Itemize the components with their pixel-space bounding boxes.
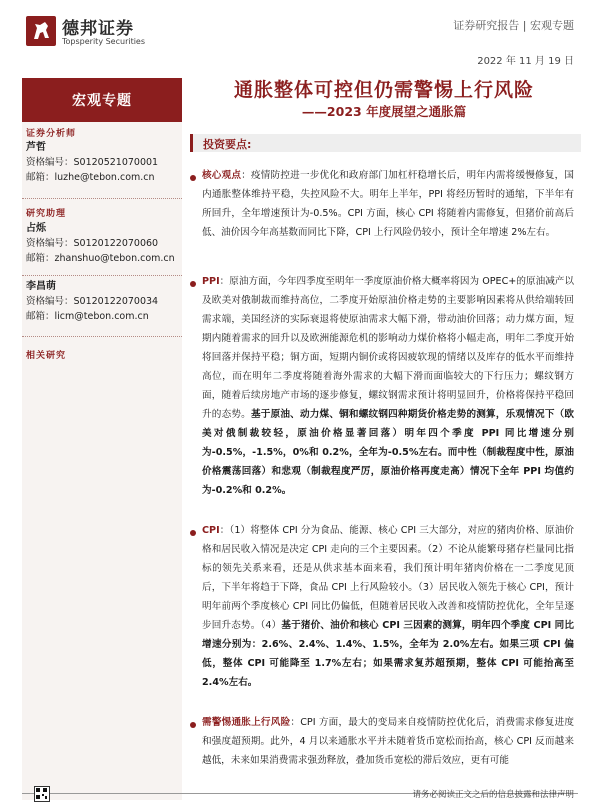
point-text: （1）将整体 CPI 分为食品、能源、核心 CPI 三大部分，对应的猪肉价格、原油价格和居民收入情况是决定 CPI 走向的三个主要因素。（2）不论从能繁母猪存栏量同比指标的领先关系来看，还是从供求基本面来看，我们预计明年猪肉价格在一二季度见顶后，下半年将趋于下降，食品 CPI 上行风险较小。（3）居民收入领先于核心 CPI，预计明年前两个季度核心 CPI 同比仍偏低，但随着居民收入改善和疫情防控优化，全年呈逐步回升态势。（4） [202,525,575,631]
bullet-icon [190,722,196,728]
point-text: 疫情防控进一步优化和政府部门加杠杆稳增长后，明年内需将缓慢修复，国内通胀整体维持平稳，失控风险不大。明年上半年，PPI 将经历暂时的通缩，下半年有所回升，全年增速预计为-0.5%。CPI 方面，核心 CPI 将随着内需修复，但猪价前高后低、油价因今年高基数而同比下降，CPI 上行风险仍较小，预计全年增速 2%左右。 [202,170,575,238]
summary-header [190,134,581,152]
report-title [190,78,578,126]
bullet-icon [190,530,196,536]
report-category-tag: 宏观专题 [22,78,182,122]
related-research-title: 相关研究 [26,351,67,361]
divider [22,198,182,199]
brand-name: 德邦证券 [62,19,134,39]
analyst-name: 芦哲 [26,142,46,153]
brand-logo [26,16,56,46]
point-text: CPI 方面，最大的变局来自疫情防控优化后，消费需求修复进度和强度超预期。此外，4 月以来通胀水平并未随着货币宽松而抬高，核心 CPI 反而越来越低，未来如果消费需求强劲释放，叠加货币宽松的滞后效应，更有可能 [202,717,574,766]
summary-label: 投资要点: [203,138,252,151]
assistant-cert: 资格编号：S0120122070034 [26,296,159,307]
logo-horse-icon [26,16,56,46]
point-label: PPI [202,276,220,287]
point-ppi: PPI：原油方面，今年四季度至明年一季度原油价格大概率将因为 OPEC+的原油减产以及欧美对俄制裁而维持高位，二季度开始原油价格走势的主要影响因素将从供给端转回需求端，美国经济的实际衰退将使原油需求大幅下滑，带动油价回落；动力煤方面，短期内随着需求的回升以及欧洲能源危机的影响动力煤价格将小幅走高，明年二季度开始将回落并保持平稳；铜方面，短期内铜价或将因疲软现的情绪以及库存的低水平而维持高位，而在明年二季度将随着海外需求的大幅下滑而面临较大的下行压力；螺纹钢方面，随着后续房地产市场的逐步修复，螺纹钢需求预计将明显回升，价格将保持平稳回升的态势。基于原油、动力煤、铜和螺纹钢四种期货价格走势的测算，乐观情况下（欧美对俄制裁较轻，原油价格显著回落）明年四个季度 PPI 同比增速分别为-0.5%，-1.5%，0%和 0.2%，全年为-0.5%左右。而中性（制裁程度中性，原油价格震荡回落）和悲观（制裁程度严厉，原油价格再度走高）情况下全年 PPI 均值约为-0.2%和 0.2%。 [202,276,575,496]
point-label: 核心观点 [202,170,242,181]
point-text: 原油方面，今年四季度至明年一季度原油价格大概率将因为 OPEC+的原油减产以及欧美对俄制裁而维持高位，二季度开始原油价格走势的主要影响因素将从供给端转回需求端，美国经济的实际衰退将使原油需求大幅下滑，带动油价回落；动力煤方面，短期内随着需求的回升以及欧洲能源危机的影响动力煤价格将小幅走高，明年二季度开始将回落并保持平稳；铜方面，短期内铜价或将因疲软现的情绪以及库存的低水平而维持高位，而在明年二季度将随着海外需求的大幅下滑而面临较大的下行压力；螺纹钢方面，随着后续房地产市场的逐步修复，螺纹钢需求预计将明显回升，价格将保持平稳回升的态势。 [202,276,575,420]
brand-name-en: Topsperity Securities [62,37,146,46]
point-cpi: CPI：（1）将整体 CPI 分为食品、能源、核心 CPI 三大部分，对应的猪肉价格、原油价格和居民收入情况是决定 CPI 走向的三个主要因素。（2）不论从能繁母猪存栏量同比指标的领先关系来看，还是从供求基本面来看，我们预计明年猪肉价格在一二季度见顶后，下半年将趋于下降，食品 CPI 上行风险较小。（3）居民收入领先于核心 CPI，预计明年前两个季度核心 CPI 同比仍偏低，但随着居民收入改善和疫情防控优化，全年呈逐步回升态势。（4）基于猪价、油价和核心 CPI 三因素的测算，明年四个季度 CPI 同比增速分别为：2.6%、2.4%、1.4%、1.5%，全年为 2.0%左右。如果三项 CPI 偏低，整体 CPI 可能降至 1.7%左右；如果需求复苏超预期，整体 CPI 可能抬高至 2.4%左右。 [202,525,575,688]
divider [22,336,182,337]
assistant-card [26,279,158,324]
title-main: 通胀整体可控但仍需警惕上行风险 [233,79,534,101]
sidebar [22,78,182,800]
point-bold-text: 基于猪价、油价和核心 CPI 三因素的测算，明年四个季度 CPI 同比增速分别为：2.6%、2.4%、1.4%、1.5%，全年为 2.0%左右。如果三项 CPI 偏低，整体 CPI 可能降至 1.7%左右；如果需求复苏超预期，整体 CPI 可能抬高至 2.4%左右。 [202,620,574,688]
report-type: 证券研究报告 | 宏观专题 [453,19,574,32]
point-bold-text: 基于原油、动力煤、铜和螺纹钢四种期货价格走势的测算，乐观情况下（欧美对俄制裁较轻，原油价格显著回落）明年四个季度 PPI 同比增速分别为-0.5%，-1.5%，0%和 0.2%，全年为-0.5%左右。而中性（制裁程度中性，原油价格震荡回落）和悲观（制裁程度严厉，原油价格再度走高）情况下全年 PPI 均值约为-0.2%和 0.2%。 [202,409,575,496]
assistant-email[interactable]: 邮箱：licm@tebon.com.cn [26,311,149,322]
point-label: 需警惕通胀上行风险 [202,717,291,728]
analyst-cert: 资格编号：S0120521070001 [26,157,159,168]
title-sub: ——2023 年度展望之通胀篇 [301,104,467,119]
point-upside-risk: 需警惕通胀上行风险：CPI 方面，最大的变局来自疫情防控优化后，消费需求修复进度和强度超预期。此外，4 月以来通胀水平并未随着货币宽松而抬高，核心 CPI 反而越来越低，未来如果消费需求强劲释放，叠加货币宽松的滞后效应，更有可能 [202,717,574,766]
bullet-icon [190,175,196,181]
analyst-card [26,140,158,185]
page-header [0,0,600,68]
assistant-section-title: 研究助理 [26,209,67,219]
divider [22,275,182,276]
assistant-email[interactable]: 邮箱：zhanshuo@tebon.com.cn [26,253,175,264]
point-label: CPI [202,525,220,536]
assistant-cert: 资格编号：S0120122070060 [26,238,159,249]
report-date: 2022 年 11 月 19 日 [477,56,574,67]
bullet-icon [190,281,196,287]
assistant-card [26,221,175,266]
assistant-name: 李昌萌 [26,281,56,292]
point-core-view: 核心观点：疫情防控进一步优化和政府部门加杠杆稳增长后，明年内需将缓慢修复，国内通胀整体维持平稳，失控风险不大。明年上半年，PPI 将经历暂时的通缩，下半年有所回升，全年增速预计为-0.5%。CPI 方面，核心 CPI 将随着内需修复，但猪价前高后低、油价因今年高基数而同比下降，CPI 上行风险仍较小，预计全年增速 2%左右。 [202,170,575,238]
analyst-email[interactable]: 邮箱：luzhe@tebon.com.cn [26,172,155,183]
assistant-name: 占烁 [26,223,46,234]
footer-disclaimer: 请务必阅读正文之后的信息披露和法律声明 [412,790,574,800]
analyst-section-title: 证券分析师 [26,129,77,139]
